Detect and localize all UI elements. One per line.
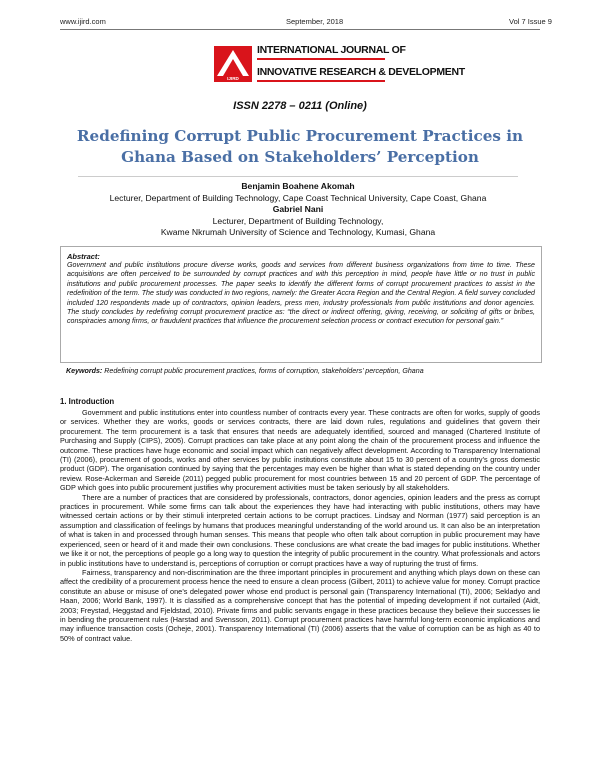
journal-website: www.ijird.com [60, 17, 106, 26]
keywords [66, 367, 536, 375]
emblem-icon [214, 46, 252, 82]
logo-underline-2 [257, 80, 385, 82]
volume-issue: Vol 7 Issue 9 [509, 17, 552, 26]
logo-line-2: INNOVATIVE RESEARCH & DEVELOPMENT [257, 66, 465, 78]
logo-badge: IJIRD [227, 76, 239, 81]
section-heading: 1. Introduction [60, 397, 115, 406]
author-affiliation: Lecturer, Department of Building Technology, [212, 215, 384, 226]
keywords-text: Redefining corrupt public procurement practices, forms of corruption, stakeholders’ perception, Ghana [104, 367, 424, 375]
abstract-box [60, 246, 542, 363]
author-affiliation: Lecturer, Department of Building Technology, Cape Coast Technical University, Cape Coast, Ghana [109, 192, 487, 203]
author-block [78, 176, 518, 239]
logo-underline-1 [257, 58, 385, 60]
logo-line-1: INTERNATIONAL JOURNAL OF [257, 44, 406, 56]
logo-emblem [214, 46, 252, 82]
header-rule [60, 29, 540, 30]
paragraph: Government and public institutions enter into countless number of contracts every year. These contracts are often for works, supply of goods or services. Whether they are works, goods or services contracts, there are laid down rules, regulations and guidelines that govern their procurement. The term procurement is a task that ensures that needs are adequately identified, sourced and managed (Chartered Institute of Purchasing and Supply (CIPS), 2005). Corrupt practices can take place at any point along the chain of the procurement process and influence the outcome. These practices have huge economic and social impact which can negatively affect development. According to Transparency International (TI) (2006), procurement of goods, works and other services by public institutions constitute about 15 to 30 percent of a country’s gross domestic product (GDP). The organisation continued by saying that the percentages may even be higher than what is stated depending on the country under review. Rose-Ackerman and Søreide (2011) pegged public procurement for most countries between 15 and 20 percent of GDP. The percentage of GDP which goes into public procurement justifies why procurement activities must be taken seriously by all stakeholders. [60, 408, 540, 493]
author-affiliation: Kwame Nkrumah University of Science and Technology, Kumasi, Ghana [160, 227, 436, 237]
journal-logo [214, 40, 465, 90]
issue-date: September, 2018 [286, 17, 344, 26]
author-name: Gabriel Nani [272, 204, 324, 214]
paragraph: Fairness, transparency and non-discrimination are the three important principles in procurement and anything which plays down on these can affect the credibility of a procurement process hence the need to ensure a clean process (Gilbert, 2011) to achieve value for money. Corrupt practice constitute an abuse or misuse of one’s delegated power whose end product is personal gain (Transparency International (TI), 2006; Sekladyo and Haan, 2006; World Bank, 1997). It is classified as a comprehensive concept that has the potential of impeding development if not curtailed (Aidt, 2003; Freystad, Heggstad and Fjeldstad, 2010). Private firms and public servants engage in these practices because they believe their successes lie in bending the procurement rules (Harstad and Svensson, 2011). Corrupt procurement practices have harmful long-term economic implications and may influence transaction costs (Ocheje, 2001). Transparency International (TI) (2006) asserts that the value of corruption can be as high as 40 to 50% of contract value. [60, 567, 540, 643]
abstract-text: Government and public institutions procure diverse works, goods and services from different business organizations from time to time. These acquisitions are often perceived to be surrounded by corrupt practices and with this perception in mind, people have little or no trust in public institutions and public procurement processes. The paper seeks to identify the different forms of corrupt procurement practices to assist in the redefinition of the term. The study was conducted in two regions, namely: the Greater Accra Region and the Central Region. A field survey concluded included 120 respondents made up of contractors, opinion leaders, press men, industry professionals from public institutions and donor agencies. The study concludes by redefining corrupt procurement practice as: “the direct or indirect offering, giving, receiving, or soliciting of gifts or bribes, conspiracies among firms, or fraudulent practices that influence the procurement selection process or contract execution for personal gain.” [67, 261, 535, 326]
paper-title: Redefining Corrupt Public Procurement Practices in Ghana Based on Stakeholders’ Perception [76, 127, 524, 166]
keywords-label: Keywords: [66, 367, 103, 375]
body-text [60, 408, 540, 770]
abstract-heading: Abstract: [67, 252, 100, 261]
issn-line: ISSN 2278 – 0211 (Online) [233, 100, 367, 112]
author-name: Benjamin Boahene Akomah [241, 181, 355, 191]
paragraph: There are a number of practices that are considered by professionals, contractors, donor agencies, opinion leaders and the press as corrupt practices in procurement. While some firms can talk about the experiences they have had interacting with public institutions, others may have witnessed certain actions or by their stimuli interpreted certain actions to be corrupt practices. Lindsay and Norman (1977) said perception is an assumption and classification of feelings by humans that produces meaningful understanding of the world around us. It can also be an interpretation of what is taken in and processed through human senses. This means that people who often talk about corruption in public procurement may have experienced, seen or heard of it and made their own conclusions. These conclusions are what create the bad images for public institutions. Whether we like it or not, the perceptions of people go a long way to question the integrity of public procurement in the country. What professionals and actors in public institutions have to understand is, perceptions of corruption or corrupt practices have a way of rupturing the trust of firms. [60, 492, 540, 568]
